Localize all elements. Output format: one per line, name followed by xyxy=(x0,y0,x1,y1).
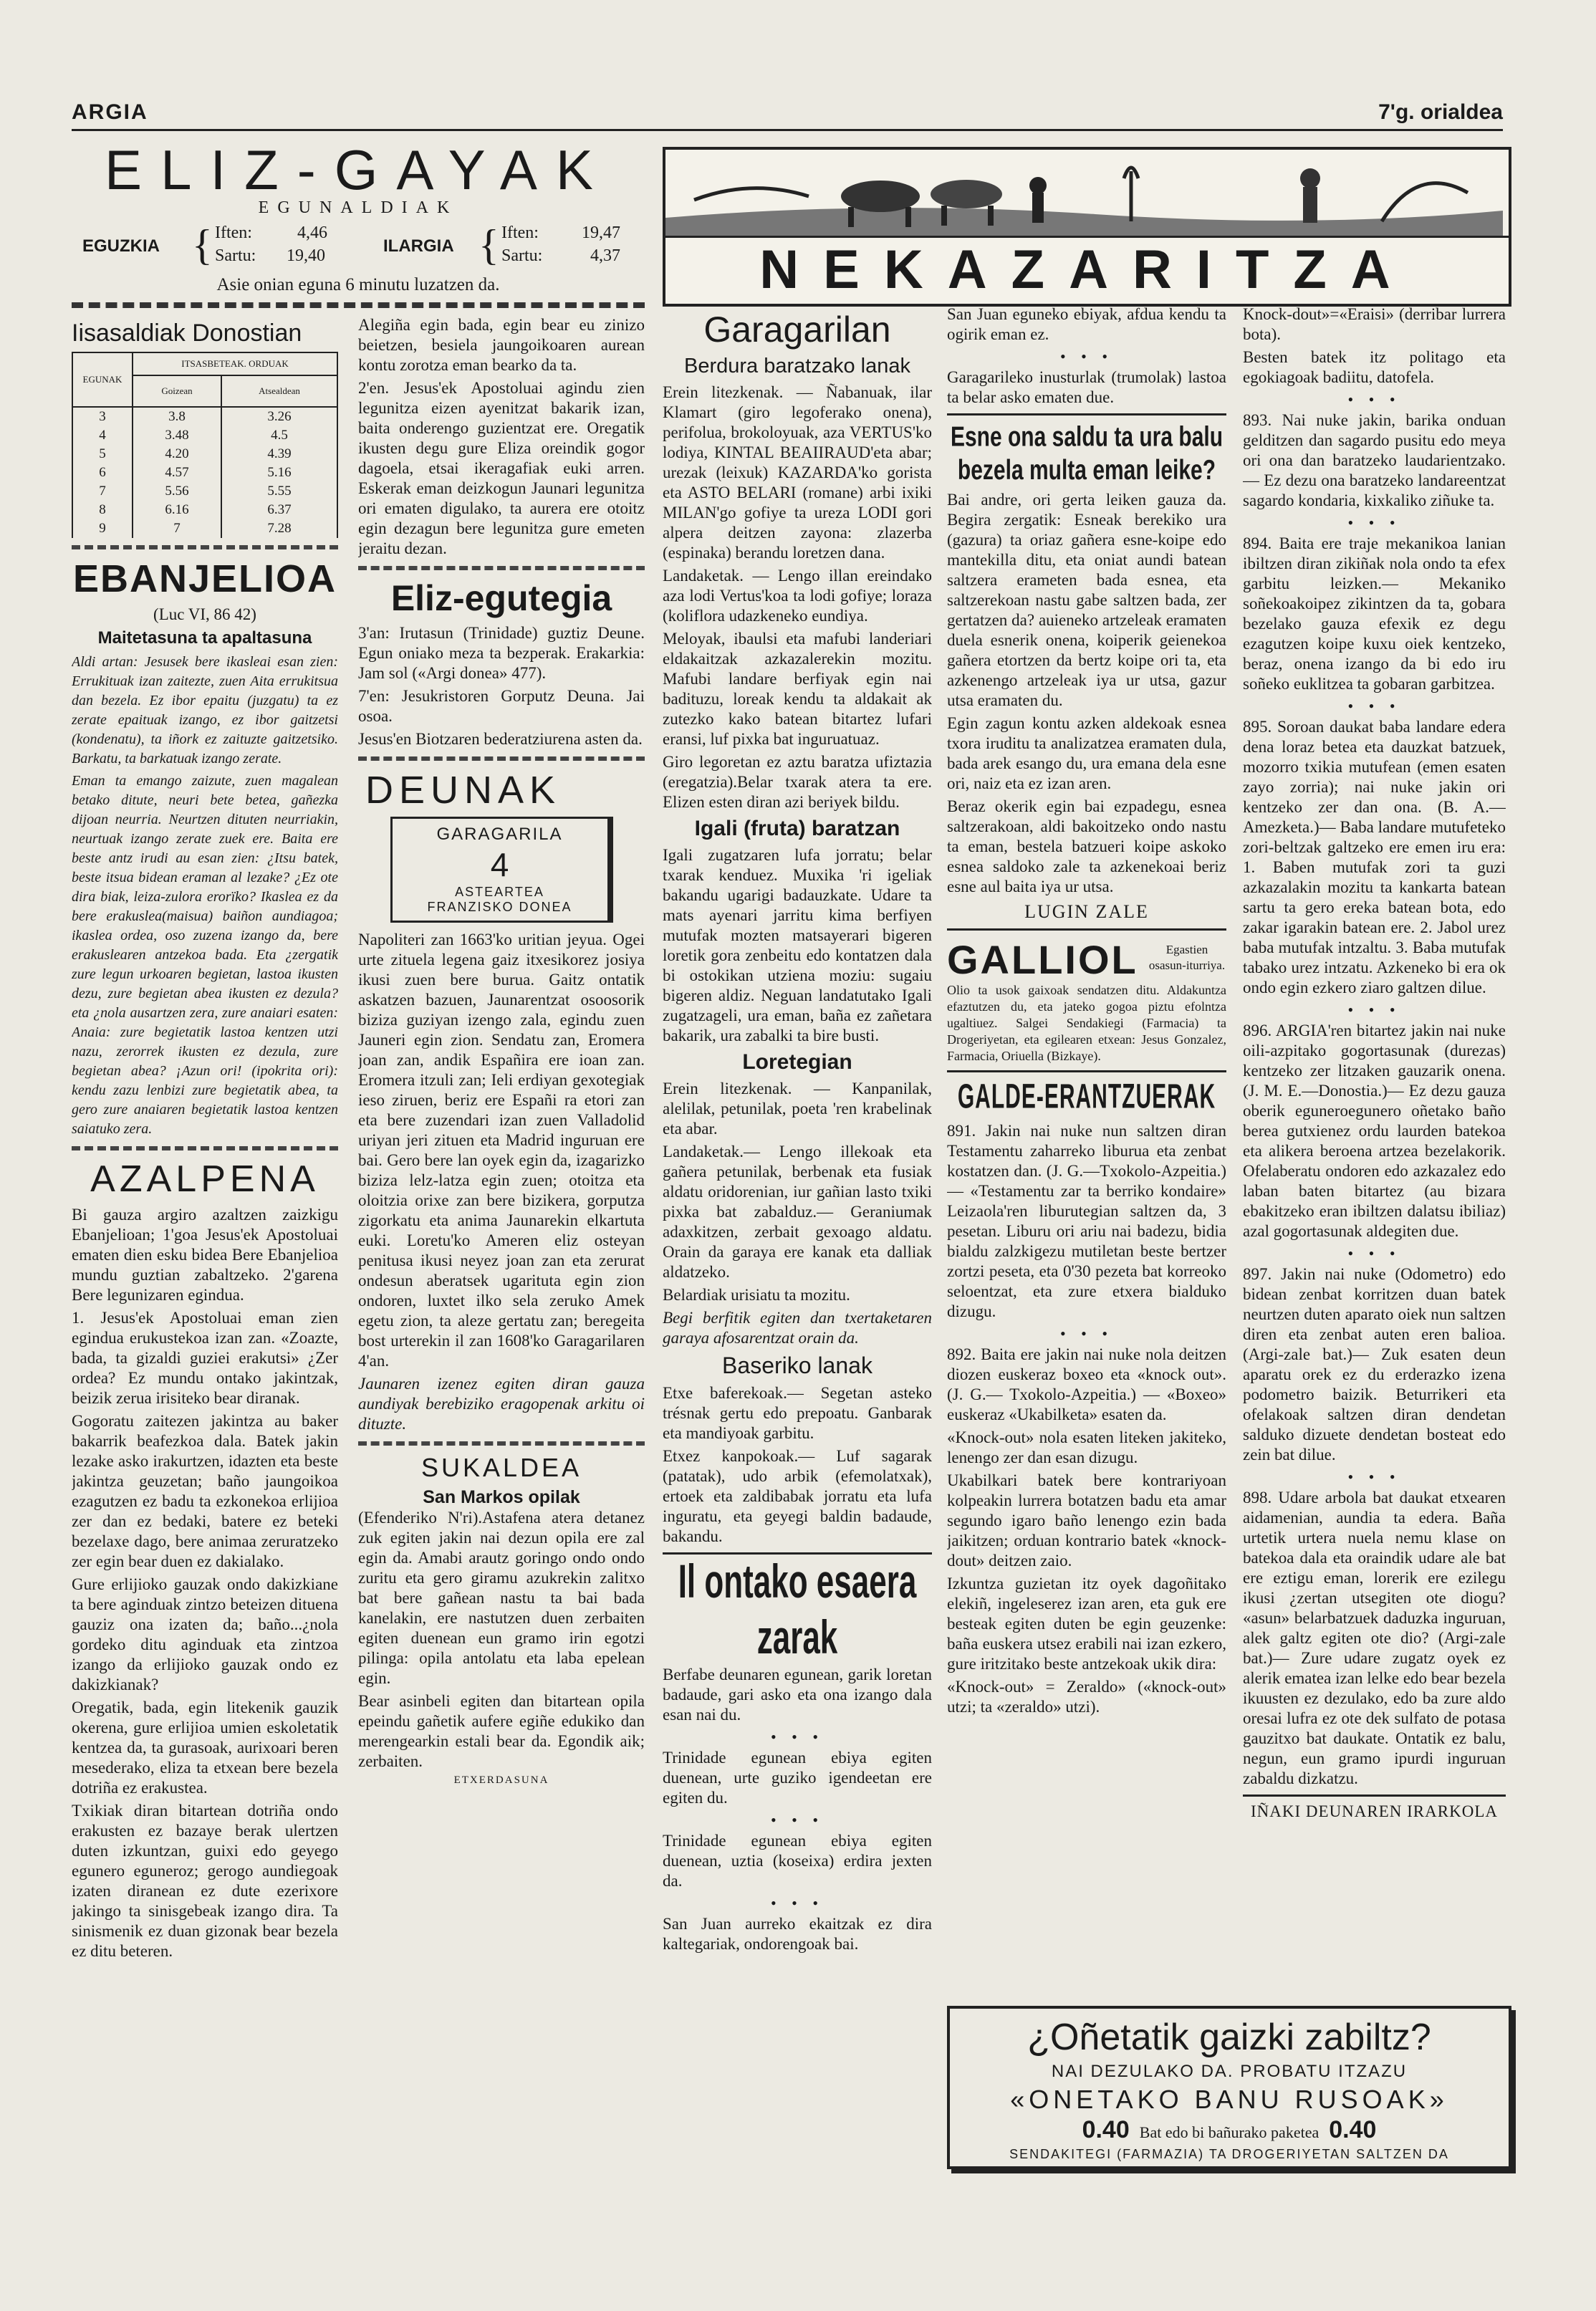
saint-calendar-box xyxy=(390,817,613,923)
esaera-p1: Berfabe deunaren egunean, garik loretan badaude, gari asko eta ona izango dala esan nai du. xyxy=(663,1666,932,1724)
tide-afternoon: 5.55 xyxy=(221,482,337,501)
nekazaritza-title: NEKAZARITZA xyxy=(665,236,1509,302)
esne-title: Esne ona saldu ta ura balu bezela multa eman leike? xyxy=(950,421,1224,486)
tide-morning: 5.56 xyxy=(133,482,221,501)
question-897: 897. Jakin nai nuke (Odometro) edo bidean zenbat korritzen duan batek neurtzen duten aparato oiek nun saltzen diren eta zenbat auten eren balioa. (Argi-zale bat.)— Zuk esaten deun aparatu orek ez du erderazko izena podometro baizik. Beturrikeri eta ofelakoak saltzen diran dendetan salduko dizuete dendetan bosteat edo zein bat dilue. xyxy=(1243,1265,1506,1464)
ad-headline: ¿Oñetatik gaizki zabiltz? xyxy=(1027,2017,1431,2058)
divider xyxy=(358,1441,645,1446)
separator-stars: • • • xyxy=(770,1811,825,1829)
elizegutegia-p3: Jesus'en Biotzaren bederatziurena asten da. xyxy=(358,730,643,748)
separator-stars: • • • xyxy=(1059,347,1114,365)
azalpena-p5: Oregatik, bada, egin litekenik gauzik okerena, gure erlijioa umien eskoletatik kentzea da, ta gurasoak, aurixoari beren mesederako, eliza ta etxean bere bezela dotriña ez erakustea. xyxy=(72,1699,338,1797)
elizegutegia-title: Eliz-egutegia xyxy=(390,578,612,618)
separator-stars: • • • xyxy=(1347,1244,1401,1262)
alegina-p1: Alegiña egin bada, egin bear eu zinizo beietzen, besiela jaungoikoaren aurean kontu zorotza eman bearko da ta. xyxy=(358,316,645,374)
tide-morning: 7 xyxy=(133,519,221,538)
page-number: 7'g. orialdea xyxy=(1378,100,1503,124)
separator-stars: • • • xyxy=(770,1894,825,1912)
eguzkia-saftu-label: Sartu: xyxy=(215,246,256,265)
nekazaritza-p6: Erein litezkenak. — Kanpanilak, alelilak, petunilak, poeta 'ren krabelinak eta abar. xyxy=(663,1080,932,1138)
ad-price-text: Bat edo bi bañurako paketea xyxy=(1139,2123,1319,2141)
tide-afternoon: 6.37 xyxy=(221,501,337,519)
tide-col-morning: Goizean xyxy=(133,375,221,407)
eguzkia-iften-label: Iften: xyxy=(215,224,252,242)
baratzako-subtitle: Berdura baratzako lanak xyxy=(684,355,910,378)
eguzkia-iften-value: 4,46 xyxy=(297,224,327,242)
ilargia-saftu-value: 4,37 xyxy=(590,246,620,265)
tide-day: 3 xyxy=(72,407,133,426)
separator-stars: • • • xyxy=(1347,514,1401,532)
divider xyxy=(947,413,1226,415)
nekazaritza-banner xyxy=(663,147,1511,307)
separator-stars: • • • xyxy=(1347,1468,1401,1486)
elizegutegia-p2: 7'en: Jesukristoren Gorputz Deuna. Jai osoa. xyxy=(358,687,645,725)
header-divider xyxy=(72,302,645,308)
column-4 xyxy=(947,304,1226,1977)
tide-table xyxy=(72,352,338,538)
azalpena-p2: 1. Jesus'ek Apostoluai eman zien egindua erukustekoa izan zan. «Zoazte, bada, ta gizaldi guziei erakutsi» ¿Zer ordea? Ez mundu ontako jakintzak, beizik zerua irisiteko bear diranak. xyxy=(72,1309,338,1407)
galliol-ad xyxy=(947,936,1226,982)
galde-title: GALDE-ERANTZUERAK xyxy=(957,1077,1216,1116)
tide-col-day: EGUNAK xyxy=(72,352,133,407)
tide-row xyxy=(72,426,337,445)
nekazaritza-p10: Etxe baferekoak.— Segetan asteko trésnak gertu edo prepoatu. Ganbarak eta mandiyoak garbitu. xyxy=(663,1384,932,1442)
tide-rows xyxy=(72,407,337,538)
nekazaritza-p5: Igali zugatzaren lufa jorratu; belar txarak kenduez. Muxika 'ri igeliak bakandu ugarigi badauzkate. Udare ta mats ayenari jarritu kima berfiyen mutufak mozten matsayerari bigeren loretik gora zenbeitu edo kontatzen dala bi ostokikan utziena moziu: sugaiu bigeren aldiz. Neguan landatutako Igali zugatzageli, ura eman, baña ez zañetara bakarik, ura zabalki ta bire busti. xyxy=(663,846,932,1044)
c5-p1: Knock-dout»=«Eraisi» (derribar lurrera bota). xyxy=(1243,305,1506,343)
tide-col-afternoon: Atsealdean xyxy=(221,375,337,407)
azalpena-title: AZALPENA xyxy=(90,1158,319,1200)
baseriko-title: Baseriko lanak xyxy=(722,1353,872,1378)
tide-morning: 4.20 xyxy=(133,445,221,463)
azalpena-p1: Bi gauza argiro azaltzen zaizkigu Ebanjelioan; 1'goa Jesus'ek Apostoluai ematen dien esku bidea Bere Ebanjelioa mundu guztian zabaltzeko. 2'garena Bere legunizaren egindua. xyxy=(72,1206,338,1304)
c4-p7: Ukabilkari batek bere kontrariyoan kolpeakin lurrera botatzen badu eta amar segundo igaro baño lenengo ezin bada jaikitzen; orduan kontrario batek «knock-dout» deitzen zaio. xyxy=(947,1471,1226,1570)
sukaldea-p1-text: Astafena atera detanez zuk egiten jakin nai dezun opila ere zal egin da. Amabi arautz goringo ondo ondo zuritu eta gero giramu azukrekin zalitxo bat bere gañean nastu ta bai bada kanelakin, ere nastutzen duen zerbaiten egiten duenean eun gramo irin egotzi pilinga: opila antolatu eta laba epelean egin. xyxy=(358,1509,645,1687)
tide-day: 4 xyxy=(72,426,133,445)
elizgayak-subtitle: EGUNALDIAK xyxy=(258,198,458,217)
ilargia-iften-label: Iften: xyxy=(501,224,539,242)
separator-stars: • • • xyxy=(770,1728,825,1746)
esaera-p3: Trinidade egunean ebiya egiten duenean, uztia (koseixa) erdira jexten da. xyxy=(663,1832,932,1890)
question-896: 896. ARGIA'ren bitartez jakin nai nuke oili-azpitako gogortasunak (durezas) kentzeko zer litzaken gauzarik onena. (J. M. E.—Donostia.)— Ez dezu gauza oberik eguneroegunero oñetako baño berea gutxienez ordu laurden batekoa eta alikera beroena artzea bezelakorik. Ofelaberatu ondoren edo azkazalez edo laban baten bitartez (au bizara ebakitzeko eran ibiltzen dalatsu ibiliaz) azal gogortasunak aldegiten due. xyxy=(1243,1022,1506,1240)
tide-morning: 6.16 xyxy=(133,501,221,519)
eguzkia-saftu-value: 19,40 xyxy=(287,246,325,265)
ad-line2: NAI DEZULAKO DA. PROBATU ITZAZU xyxy=(1051,2062,1408,2081)
tide-row xyxy=(72,501,337,519)
question-895: 895. Soroan daukat baba landare edera dena loraz betea eta dauzkat batzuek, mozorro txikia mutufean (emen esaten zayo zorria); nai nuke jakin ori kentzeko zer dan ona. (B. A.— Amezketa.)— Baba landare mutufeteko zori-beltzak galtzeko ere emen iru era: 1. Baben mutufak zori ta guzi azkazalakin mozitu ta kankarta batean sartu ta gero ereka batean bota, edo zakar igarakin batean ere. 2. Jabol urez baba mutufak intzaltu. 3. Baba mutufak tabako urez intzatu. Azkeneko bi era ok ondo egin ezkero ziaro galtzen dilue. xyxy=(1243,718,1506,996)
ebanjelioa-title: EBANJELIOA xyxy=(72,557,337,600)
alegina-p2: 2'en. Jesus'ek Apostoluai agindu zien legunitza eizen ayenitzat bakarik izan, baita onderengo guzientzat ere. Oregatik ikusten degu gure Eliza oreindik gogor dagoela, etsai ikeragafiak euki arren. Eskerak eman deizkogun Jaunari legunitza ori ematen digulako, ta aurera ere otoitz egin dezagun bere legunitza gure emeten jeraitu dezan. xyxy=(358,379,645,557)
question-898: 898. Udare arbola bat daukat etxearen aidamenian, aundia ta edera. Baña urtetik urtera nuela nemu klase on batekoa dala eta oraindik udare ale bat ere eztigu eman, lorerik ere ezilegu ikusi ¿zertan utsegiten ote diogu? «asun» belarbatzuek daduzka inguruan, alek galtz egiten ote dio? (Argi-zale bat.)— Zure udare zugatz oyek ez alerik ematea izan lelke edo bear bezela ikuusten ez dezulako, edo ba zure aldo oresai lufra ez ote dek sulfato de potasa gauzitxo bat daukate. Ontatik ez balu, negun, eun gramo ipurdi inguruan zabaldu dizkatzu. xyxy=(1243,1489,1506,1787)
ad-price-line xyxy=(950,2116,1509,2144)
nekazaritza-p11: Etxez kanpokoak.— Luf sagarak (patatak), udo arbik (efemolatxak), ertoek eta zaldibabak jorratu eta lufa inguratu, eta geyegi baldin badaude, bakandu. xyxy=(663,1447,932,1545)
c5-p2: Besten batek itz politago eta egokiagoak badiitu, datofela. xyxy=(1243,348,1506,386)
c4-p4: Egin zagun kontu azken aldekoak esnea txora iruditu ta analizatzea eramaten dula, bada arek esango du, ura emana dela esne ori, naiz eta ez izan aren. xyxy=(947,714,1226,792)
tide-row xyxy=(72,519,337,538)
tide-afternoon: 5.16 xyxy=(221,463,337,482)
ad-footer: SENDAKITEGI (FARMAZIA) TA DROGERIYETAN SALTZEN DA xyxy=(1009,2147,1449,2161)
brace-icon: { xyxy=(192,221,213,269)
nekazaritza-p7: Landaketak.— Lengo illekoak eta gañera petunilak, berbenak eta fusiak aldatu oridorenian, iur gañian lasto txiki pixka bat zabalduz.— Geraniumak adaxkitzen, zerbait gexoago aldatu. Orain da garaya ere kanak eta dalliak aldatzeko. xyxy=(663,1143,932,1281)
galliol-text: Olio ta usok gaixoak sendatzen ditu. Aldakuntza efaztutzen du, eta jateko gogoa piztu efolntza ugaltiuez. Salgei Sendakiegi (Farmacia) ta Drogeriyetan, eta egilearen etxean: Jesus Gonzalez, Farmacia, Oriuella (Bizkaye). xyxy=(947,983,1226,1063)
deunak-p2: Jaunaren izenez egiten diran gauza aundiyak berebiziko eragopenak arkitu oi dituzte. xyxy=(358,1375,645,1433)
signature-lugin-zale: LUGIN ZALE xyxy=(1024,901,1149,922)
c4-p3: Bai andre, ori gerta leiken gauza da. Begira zergatik: Esneak berekiko ura (gazura) ta oriaz gañera esne-koipe edo mantekilla ditu, eta oniat aundi batean saltzera erameten bada esnea, eta saltzerekoan nastu gabe saltzen bada, zer gertatzen da? auieneko artzeleak eramaten duela esnerik onena, koiperik geienekoa gañera etortzen da bertz koipe ori ta, eta azkenengo artzeleak iya ur utsa, gazur utsa eramaten du. xyxy=(947,491,1226,709)
divider xyxy=(358,566,645,570)
c4-p6: «Knock-out» nola esaten liteken jakiteko, lenengo zer dan esan dizugu. xyxy=(947,1428,1226,1466)
banu-rusoak-ad xyxy=(947,2006,1511,2169)
day-length-note: Asie onian eguna 6 minutu luzatzen da. xyxy=(216,275,500,294)
garagarilan-title: Garagarilan xyxy=(703,309,891,350)
esaera-title: Il ontako esaera zarak xyxy=(678,1555,917,1664)
running-head xyxy=(72,100,1503,131)
galliol-title: GALLIOL xyxy=(947,937,1138,982)
column-5 xyxy=(1243,304,1506,2009)
nekazaritza-p8: Belardiak urisiatu ta mozitu. xyxy=(663,1286,850,1304)
tide-afternoon: 7.28 xyxy=(221,519,337,538)
tide-row xyxy=(72,482,337,501)
tide-row xyxy=(72,463,337,482)
azalpena-p3: Gogoratu zaitezen jakintza au baker bakarrik beafezkoa dala. Batek jakin lezake asko irakurtzen, idazten eta beste jakintza geuzetan; baño jaungoikoa ezagutzen ez badu ta ezkonekoa erlijioa zer dan ez bedaki, batere ez beteki bezelaxe dago, bere animaa zeruratzeko zer egin bear duen ez dakialako. xyxy=(72,1412,338,1570)
ad-price: 0.40 xyxy=(1082,2116,1130,2143)
nekazaritza-p4: Giro legoretan ez aztu baratza ufiztazia (eregatzia).Belar txarak atera ta ere. Elizen esten diran azi beriyek bildu. xyxy=(663,753,932,811)
divider xyxy=(72,1146,338,1150)
question-894: 894. Baita ere traje mekanikoa lanian ibiltzen diran zikiñak nola ondo ta efex garbitu leizken.— Mekaniko soñekoakoipez zikintzen da ta, gobara bezelako gauza efexik ez degu ezagutzen koipe kuxu oiek kentzeko, beraz, onena izango da bi edo iru soñeko euklitzea ta gobaran garbitzea. xyxy=(1243,534,1506,693)
column-3 xyxy=(663,304,932,1977)
calendar-day: 4 xyxy=(490,846,509,883)
question-892: 892. Baita ere jakin nai nuke nola deitzen diozen euskeraz boxeo eta «knock out». (J. G.— Txokolo-Azpeitia.) — «Boxeo» euskeraz «Ukabilketa» esaten da. xyxy=(947,1345,1226,1423)
sukaldea-p1 xyxy=(358,1508,645,1688)
column-2 xyxy=(358,315,645,2274)
ad-price: 0.40 xyxy=(1329,2116,1377,2143)
tide-day: 7 xyxy=(72,482,133,501)
divider xyxy=(72,545,338,549)
tide-afternoon: 3.26 xyxy=(221,407,337,426)
tide-col-head: ITSASBETEAK. ORDUAK xyxy=(133,352,337,375)
c4-p5: Beraz okerik egin bai ezpadegu, esnea saltzerakoan, aldi bakoitzeko ondo nastu ta eman, bestela batzueri koipe askoko esnea saldoko zale ta azkenekoai beriz esne aul baita iya ur utsa. xyxy=(947,797,1226,895)
c4-p8: Izkuntza guzietan itz oyek dagoñitako elekiñ, ingeleserez izan aren, eta guk ere besteak egiten duten be egin geuzenke: baña euskera utsez erabili nai izan ezkero, gure iritzitako beste antzekoak ukik dira: xyxy=(947,1575,1226,1673)
farm-scene-illustration xyxy=(665,150,1503,236)
azalpena-p6: Txikiak diran bitartean dotriña ondo erakusten ez bazaye berak ulertzen duten izkuntzan, guixi edo geyego egunero eguneroz; gerogo aundiegoak izaten diranean ez dute ezerixore jakingo ta sinisgebeak izango dira. Ta sinismenik ez duan gizonak bear bezela ez ditu beteren. xyxy=(72,1802,338,1960)
azalpena-p4: Gure erlijioko gauzak ondo dakizkiane ta bere aginduak zintzo beteizen dituena gauziz ona izaten da; baño...¿nola gordeko ditu aginduak eta zintzoa izango da erlijioko gauzak ondo ez dakizkianak? xyxy=(72,1575,338,1693)
nekazaritza-p9: Begi berfitik egiten dan txertaketaren garaya afosarentzat orain da. xyxy=(663,1309,932,1347)
eguzkia-label: EGUZKIA xyxy=(82,236,160,256)
nekazaritza-p1: Erein litezkenak. — Ñabanuak, ilar Klamart (giro legoferako onena), perifolua, brokoloyuak, aza VERTUS'ko lodiya, KINTAL BEAIIRAUD'eta abar; urezak (leixuk) KAZARDA'ko gorista eta ASTO BELARI (romane) arbi ixiki MILAN'go gofiye ta ureza LODI gori alpera deitzen zayona: zlazerba (espinaka) berandu loretzen dana. xyxy=(663,383,932,562)
tide-afternoon: 4.5 xyxy=(221,426,337,445)
nekazaritza-p2: Landaketak. — Lengo illan ereindako aza lodi Vertus'koa ta lodi gofiye; loraza (koliflora udazkeneko eundiya. xyxy=(663,567,932,625)
signature-inaki-deunaren: IÑAKI DEUNAREN IRARKOLA xyxy=(1251,1802,1498,1820)
sukaldea-title: SUKALDEA xyxy=(420,1453,582,1482)
ebanjelioa-p1: Aldi artan: Jesusek bere ikasleai esan zien: Errukituak izan zaitezte, zuen Aita errukitsua dan bezela. Ez ibor epaitu (juzgatu) ta ez zerate epaituak izango, ez ibor gaitzetsi (kondenatu), ta iñork ez zaituzte gaitzetsiko. Barkatu, ta barkatuak izango zerate. xyxy=(72,654,338,767)
elizgayak-title: ELIZ-GAYAK xyxy=(105,138,612,201)
igali-title: Igali (fruta) baratzan xyxy=(694,817,900,840)
column-footer: ETXERDASUNA xyxy=(453,1774,549,1786)
tide-day: 8 xyxy=(72,501,133,519)
tide-row xyxy=(72,407,337,426)
divider xyxy=(358,756,645,761)
divider xyxy=(947,1070,1226,1072)
separator-stars: • • • xyxy=(1347,1001,1401,1019)
calendar-saint: FRANZISKO DONEA xyxy=(427,900,572,914)
question-891: 891. Jakin nai nuke nun saltzen diran Testamentu zaharreko liburua eta zenbat kostatzen dan. (J. G.—Txokolo-Azpeitia.)— «Testamentu zar ta berriko kondaire» Leizaola'ren liburutegian saltzen da, 3 pesetan. Liburu ori ariu nai badezu, bidia bialdu zalzkigezu mutiletan beste bertzer zortzi peseta, eta 0'30 pezeta bat korreoko seloentzat, eta zure etxera bialduko dizugu. xyxy=(947,1122,1226,1320)
tide-morning: 4.57 xyxy=(133,463,221,482)
ilargia-saftu-label: Sartu: xyxy=(501,246,543,265)
sukaldea-p2: Bear asinbeli egiten dan bitartean opila epeindu gañetik aufere egiñe edukiko dan merengearkin estali bear da. Egondik aik; zerbaiten. xyxy=(358,1692,645,1770)
separator-stars: • • • xyxy=(1347,697,1401,715)
esaera-p2: Trinidade egunean ebiya egiten duenean, urte guziko igendeetan ere egiten du. xyxy=(663,1749,932,1807)
brace-icon: { xyxy=(479,221,499,269)
tide-morning: 3.8 xyxy=(133,407,221,426)
ad-brand: «ONETAKO BANU RUSOAK» xyxy=(1010,2085,1448,2114)
tide-morning: 3.48 xyxy=(133,426,221,445)
ebanjelioa-p2: Eman ta emango zaizute, zuen magalean betako ditute, neuri bete betea, gañezka dijoan neurria. Neurtzen dituten neurriakin, neurtuak izango zerate zuek ere. Baita ere beste antz irudi au esan zien: ¿Itsu batek, beste itsua bidean eraman al lezake? ¿Ez ote dira biak, leiza-zulora erorïko? Ikaslea ez da bere erakuslea(maisua) baiñon aundiagoa; ikaslea ordea, oso zuzena izango da, bere erakuslearen antzekoa bada. Eta ¿zergatik zure legun urkoaren begietan, lastoa ikusten dezu, zure begietan abea ikusten ez dezula? eta ¿nola ausartzen zera, zure anaiari esaten: Anaia: zure begietatik lastoa kentzen utzi nazu, zerorrek ikusten ez dezula, zure begietan abea? ¡Azun ori! (ipokrita ori): kendu zazu lenbizi zure begietatik abea, ta gero zure anaiaren begietatik lastoa kentzen saiatuko zera. xyxy=(72,773,338,1137)
calendar-weekday: ASTEARTEA xyxy=(455,885,544,899)
tide-day: 6 xyxy=(72,463,133,482)
nekazaritza-p3: Meloyak, ibaulsi eta mafubi landeriari eldakaitzak azkazalerekin mozitu. Mafubi landare berfiyak egin nai badituzu, loreak kendu ta aldakait ak zutezko kako batean bitartez lufari eransi, luf pixka bat inguruatuaz. xyxy=(663,630,932,748)
separator-stars: • • • xyxy=(1059,1325,1114,1342)
tide-day: 5 xyxy=(72,445,133,463)
tide-row xyxy=(72,445,337,463)
question-893: 893. Nai nuke jakin, barika onduan gelditzen dan sagardo pusitu edo meya ori ona dan baratzeko laudarientzako.— Ez dezu ona baratzeko landareentzat sagardo kondaria, kixkaliko ziñuke ta. xyxy=(1243,411,1506,509)
tide-title: Iisasaldiak Donostian xyxy=(72,319,302,347)
calendar-month: GARAGARILA xyxy=(436,825,563,844)
sukaldea-sub2: (Efenderiko N'ri). xyxy=(358,1509,483,1527)
column-1 xyxy=(72,315,338,2274)
galliol-aside: Egastien osasun-iturriya. xyxy=(1148,943,1226,972)
divider xyxy=(947,928,1226,931)
deunak-title: DEUNAK xyxy=(365,769,562,812)
ebanjelioa-subtitle: Maitetasuna ta apaltasuna xyxy=(97,628,312,648)
sun-moon-times xyxy=(72,222,645,272)
tide-afternoon: 4.39 xyxy=(221,445,337,463)
separator-stars: • • • xyxy=(1347,390,1401,408)
publication-name: ARGIA xyxy=(72,100,148,124)
ilargia-label: ILARGIA xyxy=(383,236,454,256)
tide-day: 9 xyxy=(72,519,133,538)
elizgayak-header xyxy=(72,140,645,312)
elizegutegia-p1: 3'an: Irutasun (Trinidade) guztiz Deune. Egun oniako meza ta bezperak. Erakarkia: Jam sol («Argi donea» 477). xyxy=(358,624,645,682)
ebanjelioa-ref: (Luc VI, 86 42) xyxy=(153,605,256,623)
esaera-p4: San Juan aurreko ekaitzak ez dira kaltegariak, ondorengoak bai. xyxy=(663,1915,932,1953)
divider xyxy=(1243,1794,1506,1797)
loretegian-title: Loretegian xyxy=(742,1050,852,1074)
ilargia-iften-value: 19,47 xyxy=(582,224,620,242)
deunak-p1: Napoliteri zan 1663'ko uritian jeyua. Ogei urte zituela legena gaiz itxesikorez josiya ikusi zuen bere burua. Gaitz ontatik askatzen bazuen, Jaunarentzat osoosorik biziza guziyan izengo zala, egindu zuen Jauneri egin zion. Sendatu zan, Eromera joan zan, andik Españira ere ioan zan. Eromera itzuli zan; Ieli erdiyan gexotegiak ieso ziruen, beriz ere Españi ra etori zan eta bere zuzendari izan zuen Valladolid uriyan jeri zituen eta Madrid inguruan ere bai. Gero bere lan oyek egin da, izagarizko biziza lelz-latza egin zuen; otoitza eta oloitzia orixe zan bere bizikera, gorputza zigorkatu eta anima Jaunarekin elkartuta euki. Loretu'ko Ameren eliz osteyan penitusa ikusi neyez joan zan eta zerurat ondesun aberatsek ugarituta egin zion ondoren, luxtet ilko sela zeruko Amek egetu zion, ta aleze gertatu zan; beregeita bost urterekin il zan 1608'ko Garagarilaren 4'an. xyxy=(358,931,645,1370)
sukaldea-sub1: San Markos opilak xyxy=(423,1487,580,1507)
c4-p9: «Knock-out» = Zeraldo» («knock-out» utzi; ta «zeraldo» utzi). xyxy=(947,1678,1226,1716)
c4-p2: Garagarileko inusturlak (trumolak) lastoa ta belar asko ematen due. xyxy=(947,368,1226,406)
c4-p1: San Juan eguneko ebiyak, afdua kendu ta ogirik eman ez. xyxy=(947,305,1226,343)
